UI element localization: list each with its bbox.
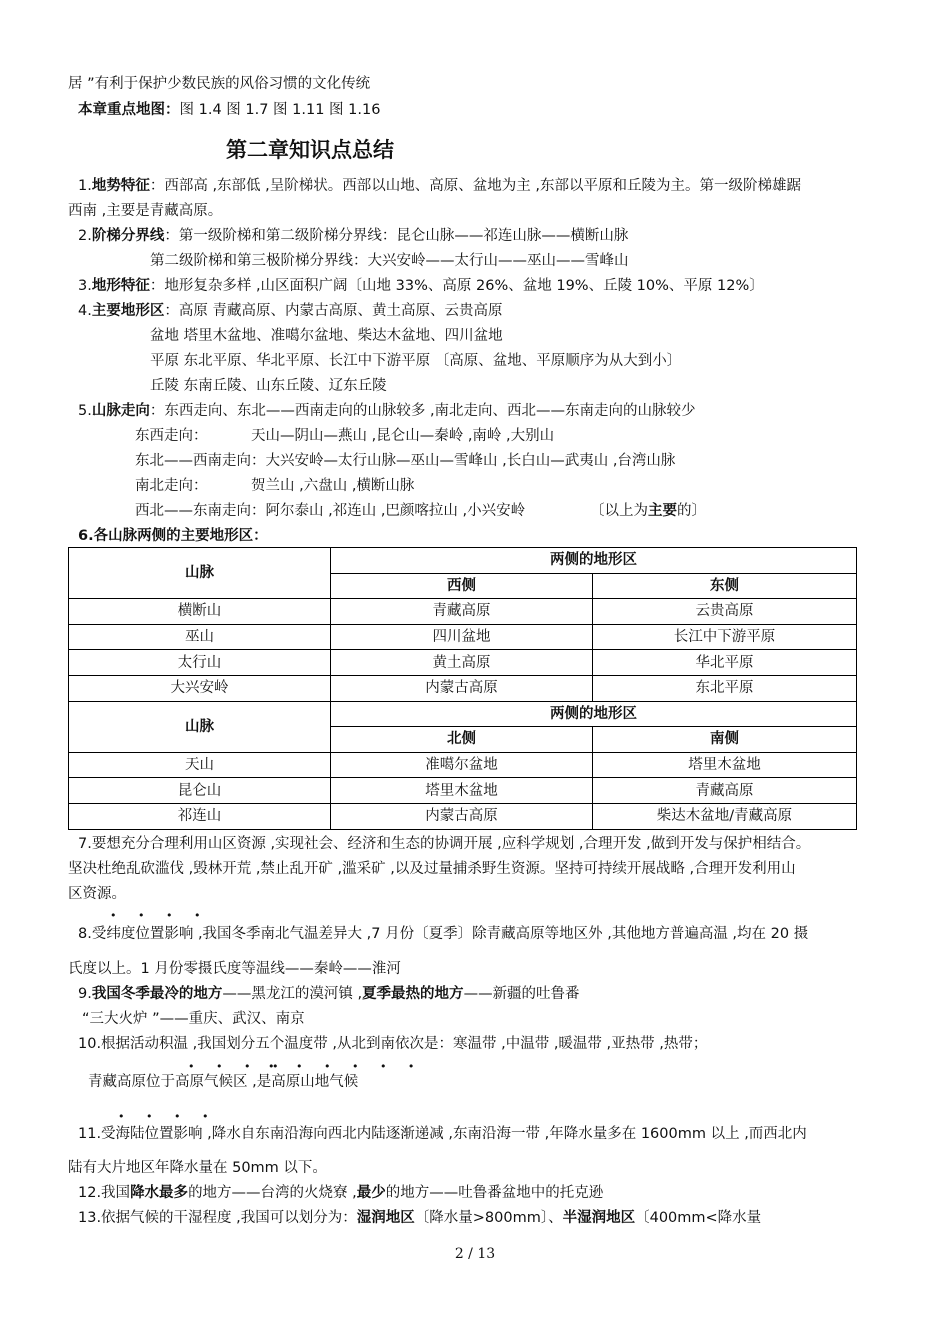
point-11-line1: 11.受海陆位置影响 ,降水自东南沿海向西北内陆逐渐递减 ,东南沿海一带 ,年降水量多在 1600mm 以上 ,而西北内 — [78, 1126, 807, 1142]
west-header: 西侧 — [331, 573, 593, 599]
east-header: 东侧 — [593, 573, 857, 599]
table-cell: 祁连山 — [69, 803, 331, 829]
three-furnaces: “三大火炉 ”——重庆、武汉、南京 — [82, 1011, 305, 1027]
least-rain-label: 最少 — [356, 1185, 386, 1201]
point-11-line2: 陆有大片地区年降水量在 50mm 以下。 — [68, 1160, 327, 1176]
point-1-cont: 西南 ,主要是青藏高原。 — [68, 203, 223, 219]
point-13 — [78, 1208, 761, 1228]
key-maps-label: 本章重点地图： — [78, 102, 180, 118]
table-cell: 云贵高原 — [593, 599, 857, 625]
point-text: ：东西走向、东北——西南走向的山脉较多 ,南北走向、西北——东南走向的山脉较少 — [149, 403, 696, 419]
ns-mountains: 贺兰山 ,六盘山 ,横断山脉 — [251, 478, 415, 494]
point-number: 2. — [78, 228, 92, 244]
table-cell: 青藏高原 — [331, 599, 593, 625]
ew-label: 东西走向： — [135, 428, 208, 444]
table-cell: 东北平原 — [593, 675, 857, 701]
hottest-label: 夏季最热的地方 — [362, 986, 464, 1002]
table2-group-header: 两侧的地形区 — [331, 701, 857, 727]
point-1 — [78, 176, 801, 196]
table2-mountain-header: 山脉 — [69, 701, 331, 752]
ns-label: 南北走向： — [135, 478, 208, 494]
point-number: 12.我国 — [78, 1185, 131, 1201]
table1-group-header: 两侧的地形区 — [331, 548, 857, 574]
point-label: 地形特征 — [91, 278, 150, 294]
ne-label: 东北——西南走向： — [135, 453, 266, 469]
note-bold: 主要 — [648, 503, 677, 519]
table-cell: 大兴安岭 — [69, 675, 331, 701]
point-4 — [78, 301, 502, 321]
ne-line — [135, 451, 675, 471]
most-rain-label: 降水最多 — [130, 1185, 189, 1201]
main-note — [590, 501, 706, 521]
table-row — [69, 599, 857, 625]
point-10-line1: 10.根据活动积温 ,我国划分五个温度带 ,从北到南依次是：寒温带 ,中温带 ,暖温带 ,亚热带 ,热带； — [78, 1036, 708, 1052]
table-cell: 太行山 — [69, 650, 331, 676]
intro-line: 居 ”有利于保护少数民族的风俗习惯的文化传统 — [68, 76, 371, 92]
point-4-basins: 盆地 塔里木盆地、准噶尔盆地、柴达木盆地、四川盆地 — [150, 328, 503, 344]
point-label: 阶梯分界线 — [91, 228, 165, 244]
table-cell: 黄土高原 — [331, 650, 593, 676]
point-4-hills: 丘陵 东南丘陵、山东丘陵、辽东丘陵 — [150, 378, 387, 394]
point-7-line3: 区资源。 — [68, 886, 126, 902]
humid-label: 湿润地区 — [356, 1210, 415, 1226]
point-number: 1. — [78, 178, 92, 194]
point-7-line2: 坚决杜绝乱砍滥伐 ,毁林开荒 ,禁止乱开矿 ,滥采矿 ,以及过量捕杀野生资源。坚持可持续开展战略 ,合理开发利用山 — [68, 861, 796, 877]
hottest-place: ——新疆的吐鲁番 — [463, 986, 580, 1002]
table-cell: 塔里木盆地 — [331, 778, 593, 804]
point-9 — [78, 984, 580, 1004]
table-row — [69, 778, 857, 804]
nw-line — [135, 501, 525, 521]
table-cell: 天山 — [69, 752, 331, 778]
coldest-label: 我国冬季最冷的地方 — [91, 986, 223, 1002]
point-text: ：高原 青藏高原、内蒙古高原、黄土高原、云贵高原 — [164, 303, 503, 319]
point-label: 地势特征 — [91, 178, 150, 194]
nw-label: 西北——东南走向： — [135, 503, 266, 519]
point-label: 主要地形区 — [91, 303, 165, 319]
point-2-line2: 第二级阶梯和第三极阶梯分界线：大兴安岭——太行山——巫山——雪峰山 — [150, 253, 629, 269]
chapter-title: 第二章知识点总结 — [226, 138, 394, 162]
table-cell: 青藏高原 — [593, 778, 857, 804]
north-header: 北侧 — [331, 727, 593, 753]
most-rain-place: 的地方——台湾的火烧寮 , — [188, 1185, 357, 1201]
nw-mountains: 阿尔泰山 ,祁连山 ,巴颜喀拉山 ,小兴安岭 — [265, 503, 526, 519]
emphasis-dots: • • • • — [118, 1110, 218, 1123]
table-cell: 巫山 — [69, 624, 331, 650]
emphasis-dots: • • • • — [188, 1060, 288, 1073]
point-10-line2: 青藏高原位于高原气候区 ,是高原山地气候 — [88, 1074, 359, 1090]
table-row — [69, 624, 857, 650]
point-text: 13.依据气候的干湿程度 ,我国可以划分为： — [78, 1210, 357, 1226]
table-cell: 横断山 — [69, 599, 331, 625]
point-6: 6.各山脉两侧的主要地形区： — [78, 528, 268, 544]
table-cell: 柴达木盆地/青藏高原 — [593, 803, 857, 829]
table-cell: 塔里木盆地 — [593, 752, 857, 778]
table-row — [69, 752, 857, 778]
table1-mountain-header: 山脉 — [69, 548, 331, 599]
point-text: ：西部高 ,东部低 ,呈阶梯状。西部以山地、高原、盆地为主 ,东部以平原和丘陵为主。第一级阶梯雄踞 — [149, 178, 801, 194]
mountain-table — [68, 547, 857, 830]
table-cell: 内蒙古高原 — [331, 803, 593, 829]
point-4-plains: 平原 东北平原、华北平原、长江中下游平原 〔高原、盆地、平原顺序为从大到小〕 — [150, 353, 682, 369]
point-number: 5. — [78, 403, 92, 419]
table-row — [69, 675, 857, 701]
semi-humid-range: 〔400mm<降水量 — [635, 1210, 762, 1226]
point-label: 山脉走向 — [91, 403, 150, 419]
point-12 — [78, 1183, 603, 1203]
table-cell: 昆仑山 — [69, 778, 331, 804]
table-cell: 四川盆地 — [331, 624, 593, 650]
point-number: 4. — [78, 303, 92, 319]
note-close: 的〕 — [677, 503, 706, 519]
emphasis-dots: • • • • • • — [268, 1060, 424, 1073]
key-maps-list: 图 1.4 图 1.7 图 1.11 图 1.16 — [179, 102, 381, 118]
ew-mountains: 天山—阴山—燕山 ,昆仑山—秦岭 ,南岭 ,大别山 — [251, 428, 555, 444]
point-5 — [78, 401, 696, 421]
page-number: 2 / 13 — [454, 1246, 496, 1262]
coldest-place: ——黑龙江的漠河镇 , — [222, 986, 363, 1002]
humid-range: 〔降水量>800mm〕、 — [414, 1210, 563, 1226]
point-number: 9. — [78, 986, 92, 1002]
least-rain-place: 的地方——吐鲁番盆地中的托克逊 — [385, 1185, 604, 1201]
table-cell: 内蒙古高原 — [331, 675, 593, 701]
emphasis-dots: • • • • — [110, 909, 210, 922]
point-text: ：第一级阶梯和第二级阶梯分界线：昆仑山脉——祁连山脉——横断山脉 — [164, 228, 629, 244]
semi-humid-label: 半湿润地区 — [562, 1210, 636, 1226]
key-maps-line — [78, 100, 380, 120]
table-cell: 准噶尔盆地 — [331, 752, 593, 778]
table-row — [69, 803, 857, 829]
note-open: 〔以上为 — [590, 503, 648, 519]
point-3 — [78, 276, 764, 296]
point-8-line2: 氏度以上。1 月份零摄氏度等温线——秦岭——淮河 — [68, 961, 401, 977]
point-text: ：地形复杂多样 ,山区面积广阔〔山地 33%、高原 26%、盆地 19%、丘陵 10%、平原 12%〕 — [149, 278, 764, 294]
ne-mountains: 大兴安岭—太行山脉—巫山—雪峰山 ,长白山—武夷山 ,台湾山脉 — [265, 453, 676, 469]
point-2 — [78, 226, 628, 246]
table-cell: 长江中下游平原 — [593, 624, 857, 650]
table-cell: 华北平原 — [593, 650, 857, 676]
point-8-line1: 8.受纬度位置影响 ,我国冬季南北气温差异大 ,7 月份〔夏季〕除青藏高原等地区外 ,其他地方普遍高温 ,均在 20 摄 — [78, 926, 809, 942]
table-row — [69, 650, 857, 676]
point-number: 3. — [78, 278, 92, 294]
south-header: 南侧 — [593, 727, 857, 753]
point-7-line1: 7.要想充分合理利用山区资源 ,实现社会、经济和生态的协调开展 ,应科学规划 ,合理开发 ,做到开发与保护相结合。 — [78, 836, 811, 852]
